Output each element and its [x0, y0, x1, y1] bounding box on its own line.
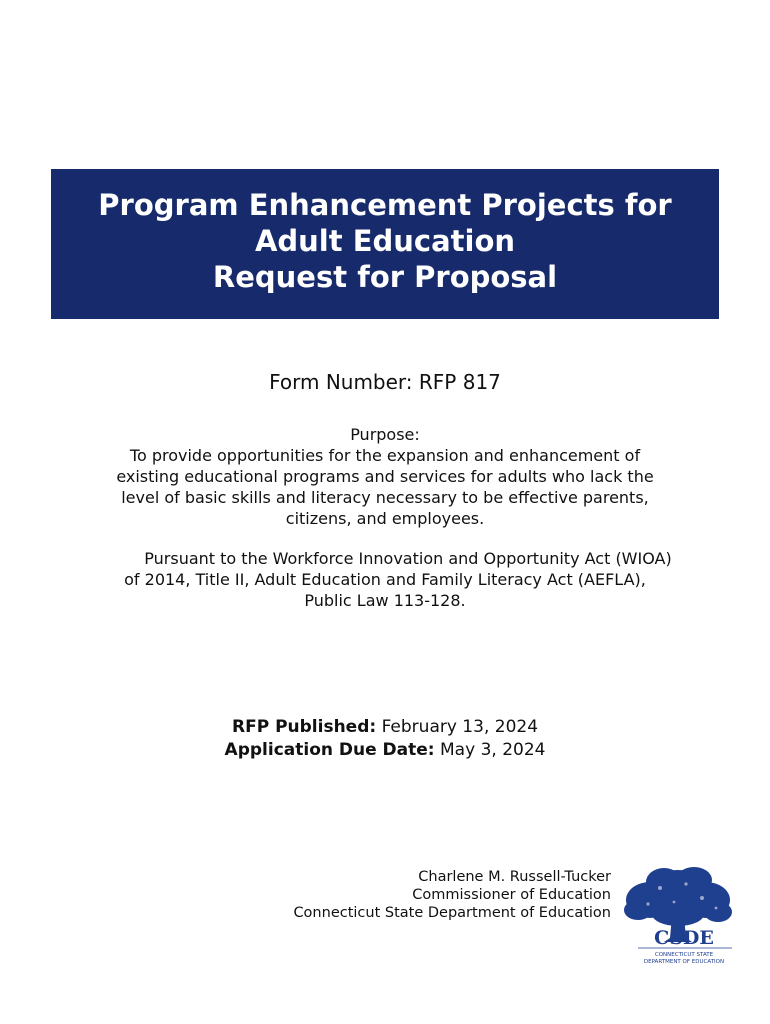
- signature-block: [293, 868, 611, 922]
- published-label: RFP Published:: [231, 717, 377, 737]
- published-value: February 13, 2024: [381, 717, 539, 737]
- logo-subtext-2: DEPARTMENT OF EDUCATION: [643, 959, 725, 965]
- title-line-3: Request for Proposal: [212, 260, 558, 294]
- logo-subtext-1: CONNECTICUT STATE: [654, 952, 714, 958]
- purpose-line: To provide opportunities for the expansion and enhancement of: [129, 446, 641, 465]
- signatory-department: Connecticut State Department of Education: [293, 905, 611, 921]
- due-date-value: May 3, 2024: [440, 740, 546, 760]
- csde-logo: [620, 864, 736, 968]
- due-date-label: Application Due Date:: [224, 740, 435, 760]
- pursuant-line: Public Law 113-128.: [304, 591, 466, 610]
- pursuant-line: of 2014, Title II, Adult Education and Family Literacy Act (AEFLA),: [124, 570, 646, 589]
- pursuant-line: Pursuant to the Workforce Innovation and Opportunity Act (WIOA): [144, 549, 672, 568]
- logo-text: CSDE: [654, 927, 714, 949]
- signatory-title: Commissioner of Education: [412, 887, 611, 903]
- dates-section: [0, 716, 770, 762]
- pursuant-section: [0, 548, 770, 611]
- signatory-name: Charlene M. Russell-Tucker: [418, 869, 611, 885]
- purpose-line: existing educational programs and services for adults who lack the: [116, 467, 654, 486]
- purpose-section: [0, 424, 770, 529]
- purpose-line: level of basic skills and literacy necessary to be effective parents,: [121, 488, 649, 507]
- purpose-heading: Purpose:: [350, 425, 420, 444]
- published-row: [0, 716, 770, 739]
- title-banner: [51, 169, 719, 319]
- title-line-2: Adult Education: [254, 224, 516, 258]
- purpose-line: citizens, and employees.: [285, 509, 485, 528]
- due-date-row: [0, 739, 770, 762]
- title-line-1: Program Enhancement Projects for: [98, 188, 672, 222]
- form-number: Form Number: RFP 817: [269, 370, 501, 394]
